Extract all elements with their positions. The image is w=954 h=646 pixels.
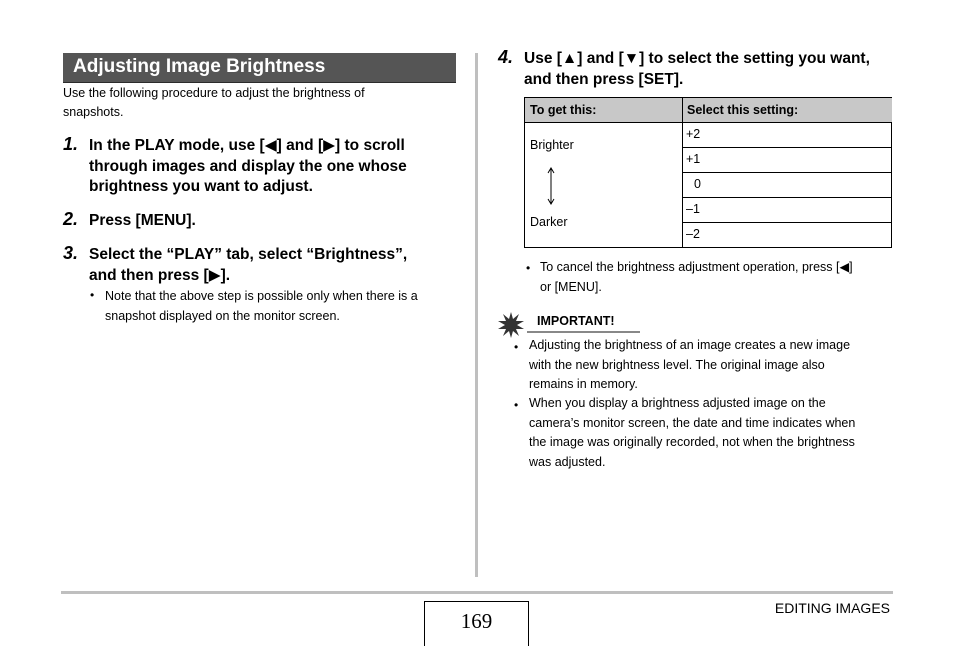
page-number: 169	[460, 609, 493, 633]
step-1-text	[89, 136, 459, 198]
table-header-left: To get this:	[525, 98, 682, 123]
note-line: When you display a brightness adjusted image on the	[529, 396, 826, 410]
step-line: and then press [▶].	[89, 266, 231, 284]
brighter-label: Brighter	[530, 138, 574, 152]
section-title-bar	[63, 53, 456, 83]
step-3-text	[89, 245, 461, 286]
important-underline	[527, 331, 640, 333]
note-line: camera’s monitor screen, the date and time indicates when	[529, 415, 856, 430]
step-4-number: 4.	[498, 47, 514, 67]
note-line: snapshot displayed on the monitor screen.	[105, 309, 340, 323]
column-divider	[475, 53, 478, 577]
intro-line: Use the following procedure to adjust the brightness of	[63, 86, 365, 100]
footer-section-label: EDITING IMAGES	[774, 600, 890, 616]
table-header-right: Select this setting:	[683, 98, 892, 123]
note-line: Note that the above step is possible only when there is a	[105, 289, 418, 303]
darker-label: Darker	[530, 215, 568, 229]
up-down-arrow-icon	[545, 166, 557, 206]
note-line: or [MENU].	[540, 280, 602, 294]
step-1-number: 1.	[63, 134, 79, 154]
bullet-dot-icon: •	[526, 261, 531, 275]
bullet-dot-icon: •	[90, 288, 95, 302]
note-line: the image was originally recorded, not when the brightness	[529, 435, 855, 449]
bullet-dot-icon: •	[514, 340, 519, 354]
page-number-box	[424, 601, 529, 646]
note-line: remains in memory.	[529, 377, 638, 391]
section-title: Adjusting Image Brightness	[73, 56, 326, 77]
step-2-number: 2.	[63, 209, 79, 229]
step-3-note	[105, 286, 465, 326]
important-label: IMPORTANT!	[537, 314, 615, 328]
table-cell: 0	[683, 173, 892, 198]
step-line: Use [▲] and [▼] to select the setting you want,	[524, 50, 870, 67]
step-2-text	[89, 211, 459, 232]
note-line: was adjusted.	[529, 454, 606, 469]
footer-divider	[61, 591, 893, 594]
note-line: Adjusting the brightness of an image creates a new image	[529, 338, 851, 352]
brightness-settings-table	[524, 97, 892, 248]
step-line: brightness you want to adjust.	[89, 178, 313, 195]
important-bullet-2	[529, 394, 899, 472]
step-4-text	[524, 49, 904, 90]
step-line: Select the “PLAY” tab, select “Brightness”,	[89, 246, 408, 263]
table-cell: +1	[683, 148, 892, 173]
step-line: and then press [SET].	[524, 70, 684, 88]
cancel-note	[540, 257, 900, 297]
table-cell: –1	[683, 198, 892, 223]
step-3-number: 3.	[63, 243, 79, 263]
important-burst-icon	[498, 312, 524, 338]
intro-line: snapshots.	[63, 105, 124, 119]
note-line: with the new brightness level. The original image also	[529, 357, 825, 372]
bullet-dot-icon: •	[514, 398, 519, 412]
intro-text	[63, 84, 453, 122]
step-line: In the PLAY mode, use [◀] and [▶] to scroll	[89, 137, 405, 154]
important-bullet-1	[529, 336, 899, 395]
note-line: To cancel the brightness adjustment operation, press [◀]	[540, 260, 853, 274]
step-line: Press [MENU].	[89, 212, 196, 229]
table-cell: +2	[683, 123, 892, 148]
step-line: through images and display the one whose	[89, 157, 407, 175]
table-cell: –2	[686, 227, 700, 241]
